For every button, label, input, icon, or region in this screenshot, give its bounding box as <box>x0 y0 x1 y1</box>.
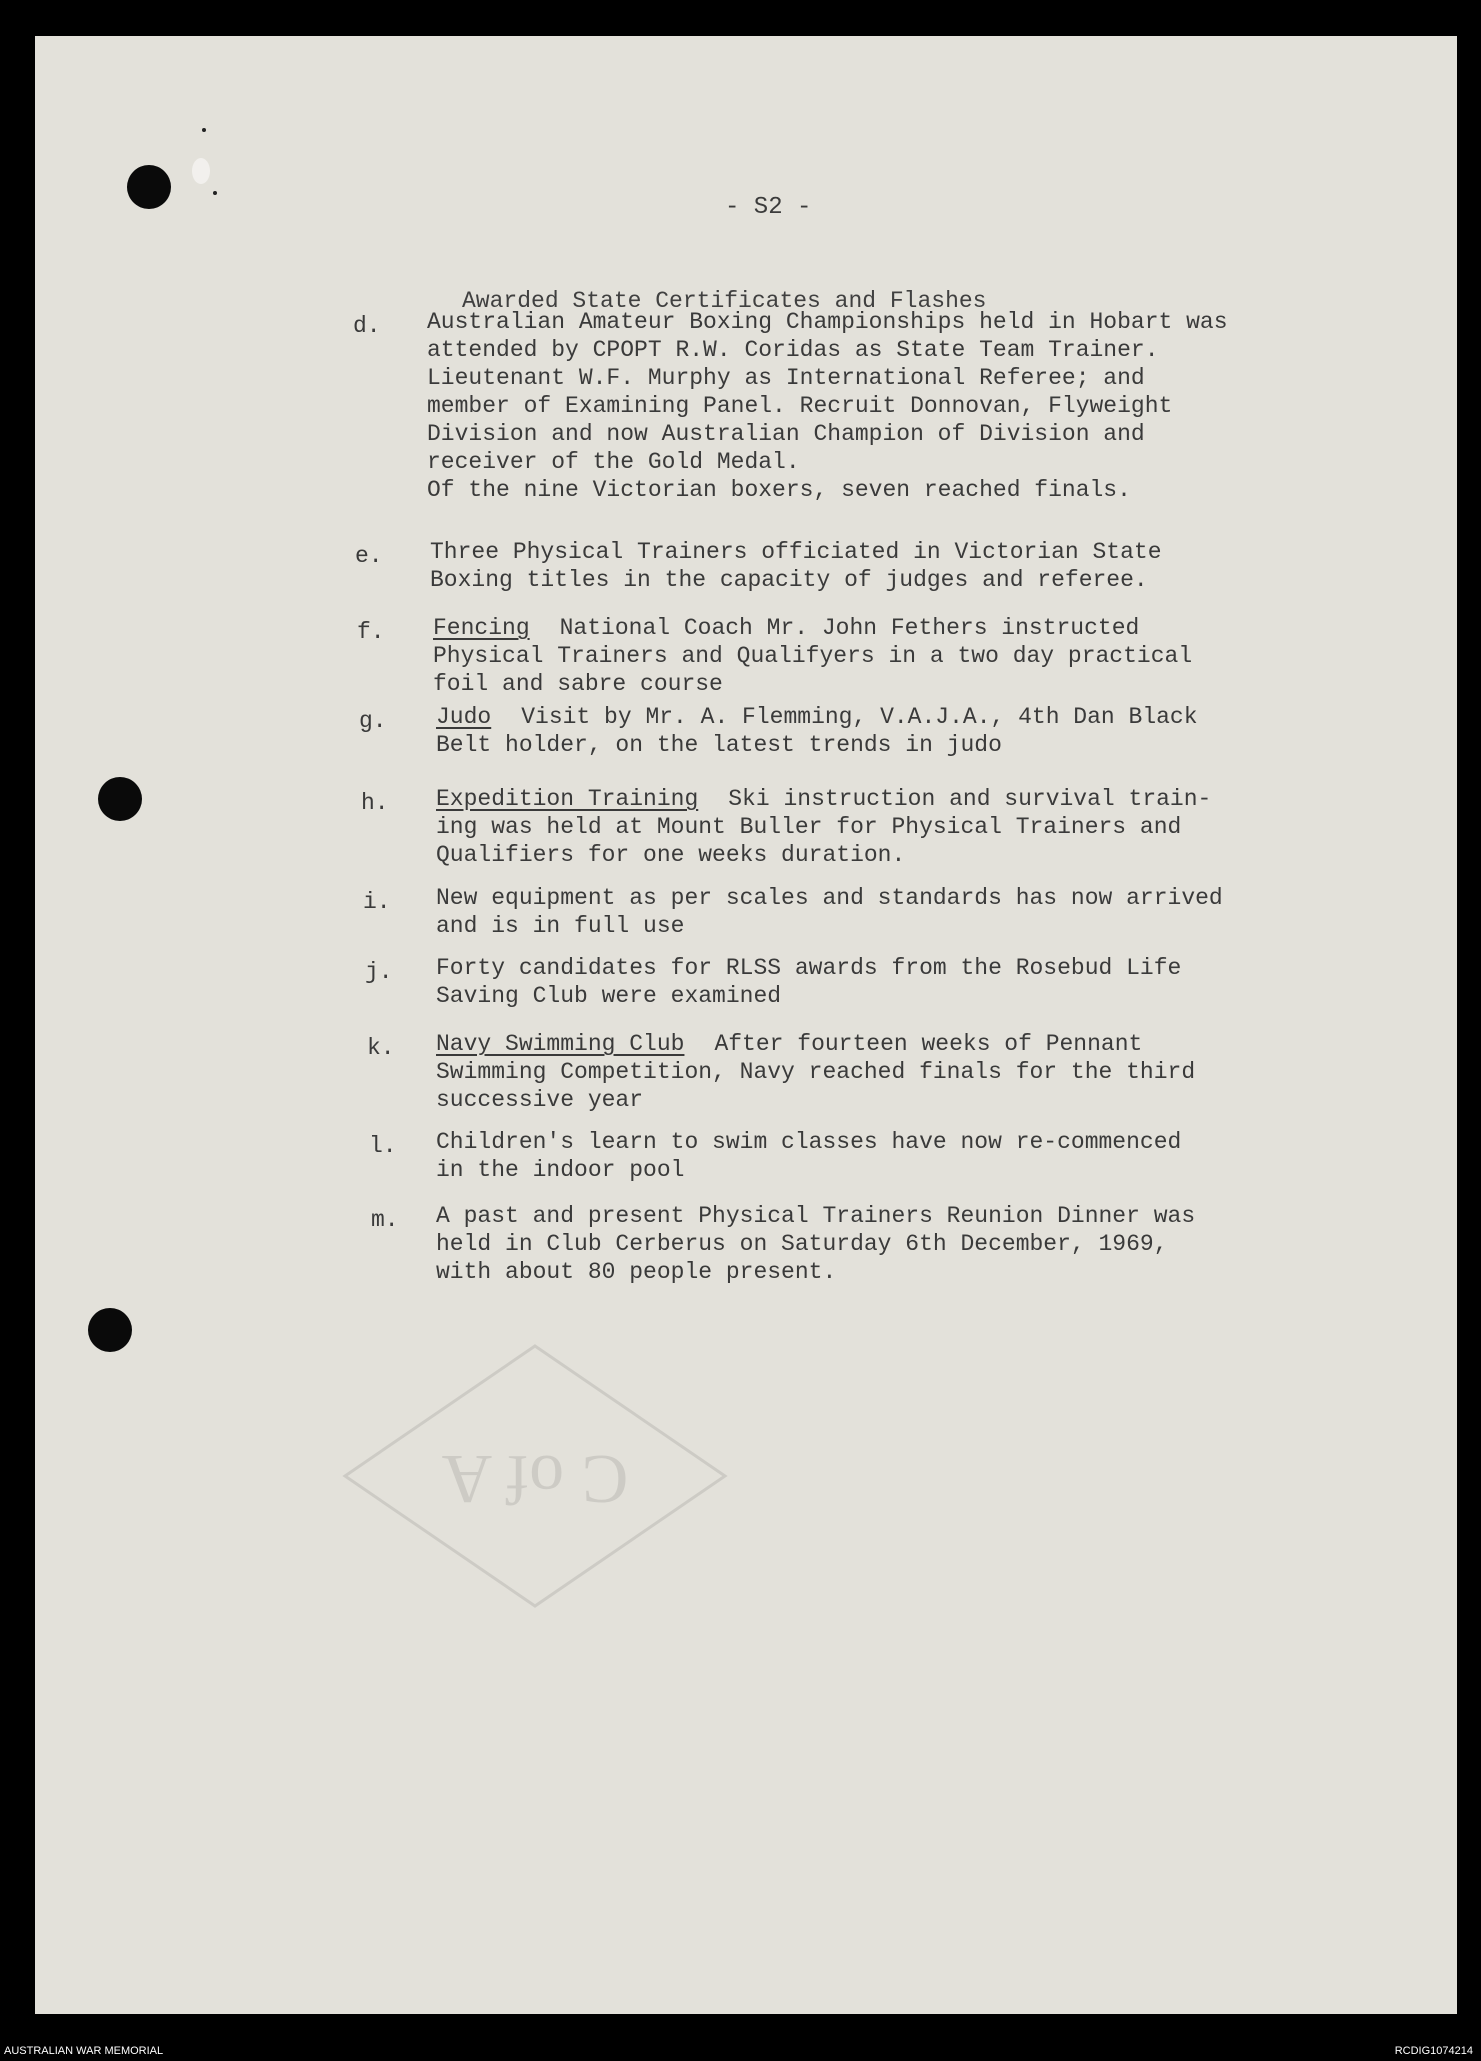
document-page <box>35 36 1457 2014</box>
page-number: - S2 - <box>725 194 812 221</box>
item-line-text: New equipment as per scales and standards has now arrived <box>436 885 1223 911</box>
item-title: Judo <box>436 704 492 730</box>
item-line <box>436 841 1286 869</box>
item-label: g. <box>359 708 387 734</box>
item-line <box>436 1258 1286 1286</box>
item-text <box>436 785 1286 869</box>
item-line <box>436 785 1286 813</box>
watermark-text: C of A <box>441 1440 629 1517</box>
item-label: h. <box>361 790 389 816</box>
watermark <box>335 1336 735 1616</box>
item-label: m. <box>371 1207 399 1233</box>
item-line <box>427 364 1277 392</box>
item-line <box>427 336 1277 364</box>
item-line-text: Three Physical Trainers officiated in Victorian State <box>430 539 1162 565</box>
item-line <box>433 614 1283 642</box>
item-line <box>436 1086 1286 1114</box>
item-line-text: National Coach Mr. John Fethers instructed <box>559 615 1140 641</box>
item-label: k. <box>367 1035 395 1061</box>
item-line-text: Belt holder, on the latest trends in judo <box>436 732 1002 758</box>
punch-hole-top <box>127 165 171 209</box>
item-line-text: foil and sabre course <box>433 671 723 697</box>
item-line <box>436 912 1286 940</box>
item-text <box>436 703 1286 759</box>
item-line-text: Visit by Mr. A. Flemming, V.A.J.A., 4th Dan Black <box>521 704 1198 730</box>
item-line <box>427 392 1277 420</box>
item-line <box>436 1058 1286 1086</box>
item-line <box>436 731 1286 759</box>
item-line <box>436 813 1286 841</box>
item-line-text: with about 80 people present. <box>436 1259 837 1285</box>
item-line <box>436 1030 1286 1058</box>
item-line-text: member of Examining Panel. Recruit Donnovan, Flyweight <box>427 393 1173 419</box>
footer-record-id: RCDIG1074214 <box>1394 2045 1473 2057</box>
item-line <box>433 642 1283 670</box>
item-text <box>433 614 1283 698</box>
item-line-text: and is in full use <box>436 913 685 939</box>
item-line <box>436 1202 1286 1230</box>
item-line <box>430 566 1280 594</box>
item-label: f. <box>357 619 385 645</box>
punch-hole-bottom <box>88 1308 132 1352</box>
item-text <box>430 538 1280 594</box>
item-line-text: A past and present Physical Trainers Reunion Dinner was <box>436 1203 1196 1229</box>
item-line <box>436 982 1286 1010</box>
item-label: i. <box>363 889 391 915</box>
item-text <box>436 884 1286 940</box>
item-line <box>427 448 1277 476</box>
item-line <box>427 308 1277 336</box>
item-text <box>436 954 1286 1010</box>
paper-speck <box>202 128 206 132</box>
item-line-text: Physical Trainers and Qualifyers in a two day practical <box>433 643 1193 669</box>
item-label: e. <box>355 543 383 569</box>
item-line-text: in the indoor pool <box>436 1157 685 1183</box>
item-line-text: receiver of the Gold Medal. <box>427 449 800 475</box>
item-line-text: Saving Club were examined <box>436 983 782 1009</box>
item-line-text: Lieutenant W.F. Murphy as International Referee; and <box>427 365 1145 391</box>
item-line-text: Forty candidates for RLSS awards from the Rosebud Life <box>436 955 1182 981</box>
item-line-text: held in Club Cerberus on Saturday 6th December, 1969, <box>436 1231 1168 1257</box>
item-text <box>436 1030 1286 1114</box>
item-label: j. <box>365 959 393 985</box>
item-line-text: Division and now Australian Champion of Division and <box>427 421 1145 447</box>
item-line <box>436 1156 1286 1184</box>
item-line-text: successive year <box>436 1087 644 1113</box>
item-line-text: Of the nine Victorian boxers, seven reached finals. <box>427 477 1131 503</box>
section-heading: Awarded State Certificates and Flashes <box>462 288 987 314</box>
paper-speck <box>213 191 217 195</box>
item-line-text: After fourteen weeks of Pennant <box>714 1031 1143 1057</box>
item-line-text: Boxing titles in the capacity of judges and referee. <box>430 567 1148 593</box>
item-line <box>427 476 1277 504</box>
item-line <box>430 538 1280 566</box>
item-label: d. <box>353 313 381 339</box>
item-line <box>436 1230 1286 1258</box>
item-line <box>436 1128 1286 1156</box>
item-line <box>433 670 1283 698</box>
item-title: Navy Swimming Club <box>436 1031 685 1057</box>
item-line-text: Australian Amateur Boxing Championships held in Hobart was <box>427 309 1228 335</box>
item-text <box>427 308 1277 504</box>
item-line-text: attended by CPOPT R.W. Coridas as State Team Trainer. <box>427 337 1159 363</box>
item-line-text: ing was held at Mount Buller for Physical Trainers and <box>436 814 1182 840</box>
item-line <box>436 703 1286 731</box>
item-line <box>436 884 1286 912</box>
item-line-text: Qualifiers for one weeks duration. <box>436 842 906 868</box>
item-line-text: Swimming Competition, Navy reached finals for the third <box>436 1059 1196 1085</box>
item-label: l. <box>369 1133 397 1159</box>
item-line <box>436 954 1286 982</box>
punch-hole-middle <box>98 777 142 821</box>
item-text <box>436 1128 1286 1184</box>
item-line-text: Children's learn to swim classes have now re-commenced <box>436 1129 1182 1155</box>
item-text <box>436 1202 1286 1286</box>
item-title: Expedition Training <box>436 786 699 812</box>
item-line-text: Ski instruction and survival train- <box>728 786 1212 812</box>
item-title: Fencing <box>433 615 530 641</box>
footer-archive-name: AUSTRALIAN WAR MEMORIAL <box>4 2045 164 2057</box>
item-line <box>427 420 1277 448</box>
paper-tear <box>192 158 210 184</box>
